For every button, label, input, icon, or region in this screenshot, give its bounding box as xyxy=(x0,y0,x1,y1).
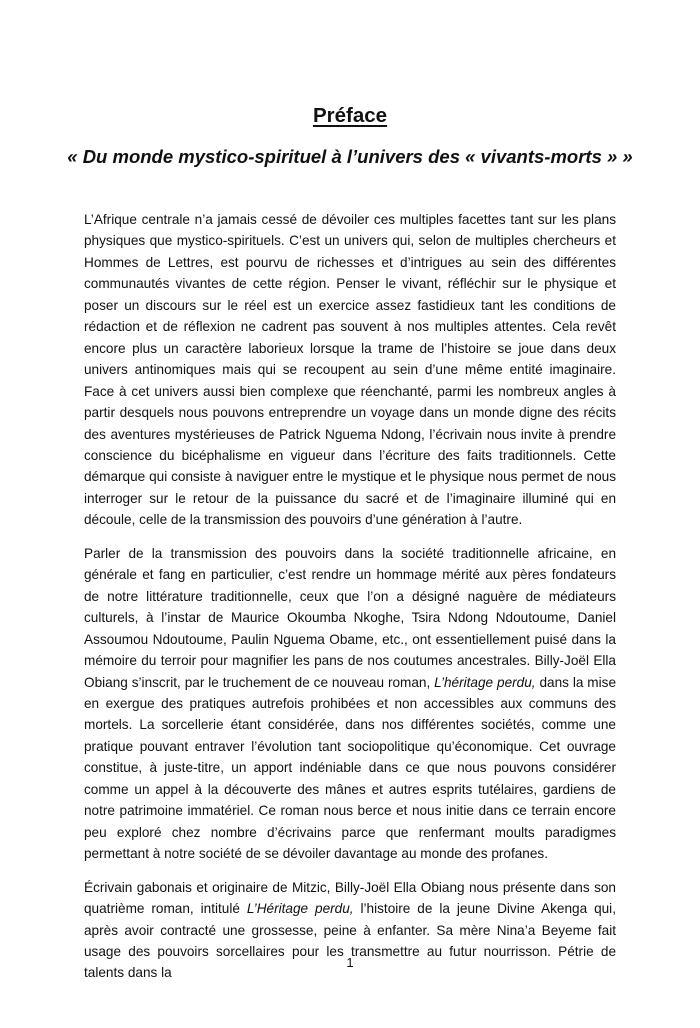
page-title: Préface xyxy=(312,104,388,127)
paragraph-3-part-1: Écrivain gabonais et originaire de Mitzic, Billy-Joël Ella Obiang nous présente dans son quatrième roman, intitulé xyxy=(84,879,616,917)
paragraph-2 xyxy=(84,543,616,865)
paragraph-3-part-2: l’histoire de la jeune Divine Akenga qui, après avoir contracté une grossesse, peine à enfanter. Sa mère Nina’a Beyeme fait usage des pouvoirs sorcellaires pour les transmettre au futur nourrisson. Pétrie de talents dans la xyxy=(84,901,616,981)
body-text xyxy=(84,209,616,996)
paragraph-1: L’Afrique centrale n’a jamais cessé de dévoiler ces multiples facettes tant sur les plans physiques que mystico-spirituels. C’est un univers qui, selon de multiples chercheurs et Hommes de Lettres, est pourvu de richesses et d’intrigues au sein des différentes communautés vivantes de cette région. Penser le vivant, réfléchir sur le physique et poser un discours sur le réel est un exercice assez fastidieux tant les conditions de rédaction et de réflexion ne cadrent pas souvent à nos multiples attentes. Cela revêt encore plus un caractère laborieux lorsque la trame de l’histoire se joue dans deux univers antinomiques mais qui se recoupent au sein d’une même entité imaginaire. Face à cet univers aussi bien complexe que réenchanté, parmi les nombreux angles à partir desquels nous pouvons entreprendre un voyage dans un monde digne des récits des aventures mystérieuses de Patrick Nguema Ndong, l’écrivain nous invite à prendre conscience du bicéphalisme en vigueur dans l’écriture des faits traditionnels. Cette démarque qui consiste à naviguer entre le mystique et le physique nous permet de nous interroger sur le retour de la puissance du sacré et de l’imaginaire illuminé qui en découle, celle de la transmission des pouvoirs d’une génération à l’autre. xyxy=(84,212,616,528)
book-title-italic-2: L’Héritage perdu, xyxy=(246,901,354,917)
paragraph-2-part-1: Parler de la transmission des pouvoirs dans la société traditionnelle africaine, en générale et fang en particulier, c’est rendre un hommage mérité aux pères fondateurs de notre littérature traditionnelle, ceux que l’on a désigné naguère de médiateurs culturels, à l’instar de Maurice Okoumba Nkoghe, Tsira Ndong Ndoutoume, Daniel Assoumou Ndoutoume, Paulin Nguema Obame, etc., ont essentiellement puisé dans la mémoire du terroir pour magnifier les pans de nos coutumes ancestrales. Billy-Joël Ella Obiang s’inscrit, par le truchement de ce nouveau roman, xyxy=(84,545,616,690)
paragraph-2-part-2: dans la mise en exergue des pratiques autrefois prohibées et non accessibles aux communs des mortels. La sorcellerie étant considérée, dans nos différentes sociétés, comme une pratique pouvant entraver l’évolution tant sociopolitique qu’économique. Cet ouvrage constitue, à juste-titre, un apport indéniable dans ce que nous pouvons considérer comme un appel à la découverte des mânes et autres esprits tutélaires, gardiens de notre patrimoine immatériel. Ce roman nous berce et nous initie dans ce terrain encore peu exploré chez nombre d’écrivains parce que renfermant moults paradigmes permettant à notre société de se dévoiler davantage au monde des profanes. xyxy=(84,674,617,862)
page-subtitle: « Du monde mystico-spirituel à l’univers des « vivants-morts » » xyxy=(67,146,633,167)
page-number: 1 xyxy=(346,955,354,970)
book-title-italic: L’héritage perdu, xyxy=(434,674,536,690)
